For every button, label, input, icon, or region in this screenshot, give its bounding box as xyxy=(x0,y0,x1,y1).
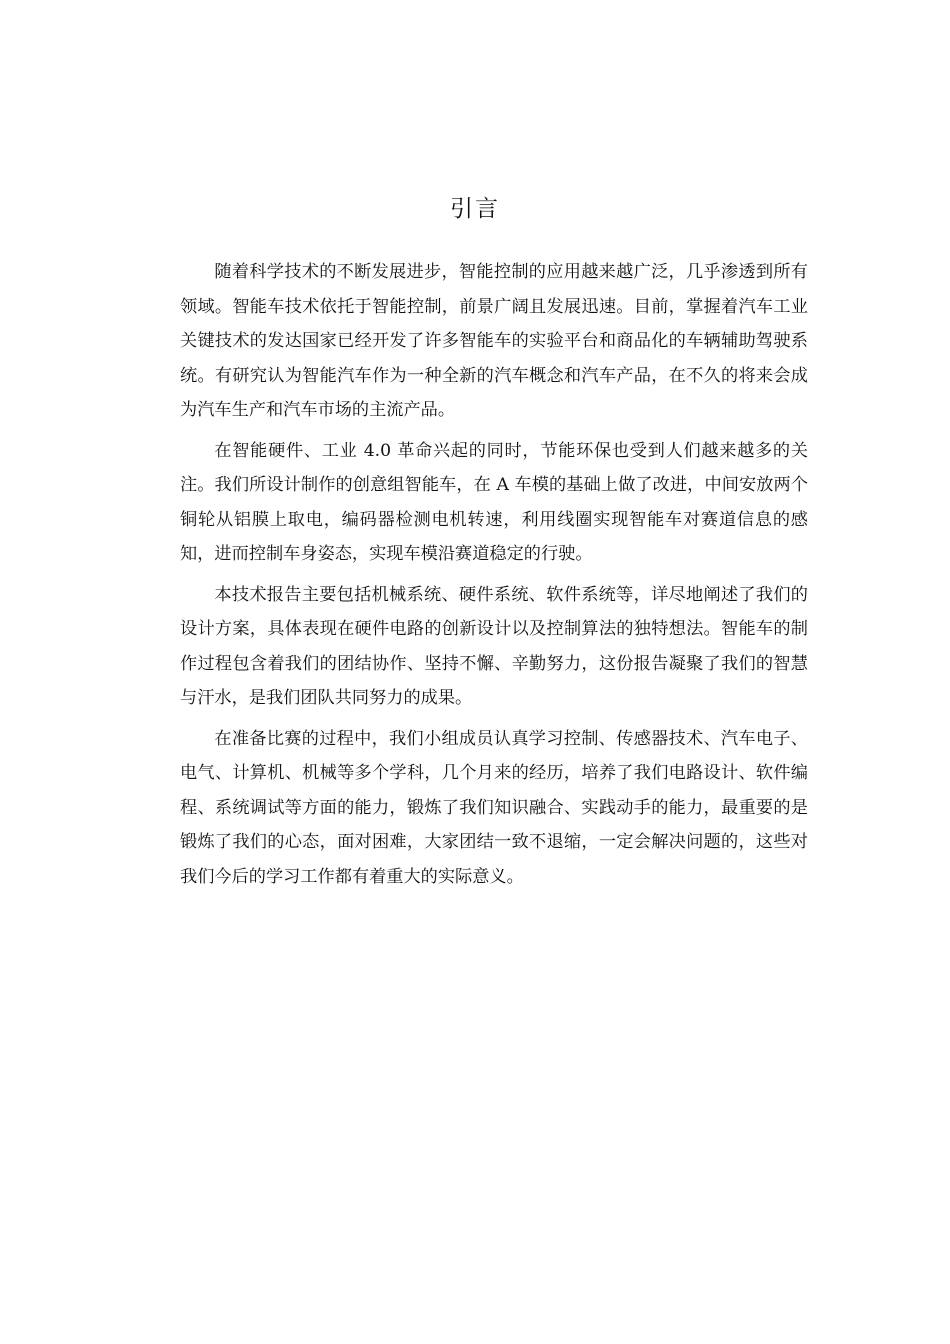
paragraph-4: 在准备比赛的过程中，我们小组成员认真学习控制、传感器技术、汽车电子、电气、计算机、机械等多个学科，几个月来的经历，培养了我们电路设计、软件编程、系统调试等方面的能力，锻炼了我们知识融合、实践动手的能力，最重要的是锻炼了我们的心态，面对困难，大家团结一致不退缩，一定会解决问题的，这些对我们今后的学习工作都有着重大的实际意义。 xyxy=(180,728,808,887)
document-body xyxy=(180,255,808,900)
page-title: 引言 xyxy=(450,196,500,222)
paragraph-1: 随着科学技术的不断发展进步，智能控制的应用越来越广泛，几乎渗透到所有领域。智能车技术依托于智能控制，前景广阔且发展迅速。目前，掌握着汽车工业关键技术的发达国家已经开发了许多智能车的实验平台和商品化的车辆辅助驾驶系统。有研究认为智能汽车作为一种全新的汽车概念和汽车产品，在不久的将来会成为汽车生产和汽车市场的主流产品。 xyxy=(180,262,808,420)
paragraph-2: 在智能硬件、工业 4.0 革命兴起的同时，节能环保也受到人们越来越多的关注。我们所设计制作的创意组智能车，在 A 车模的基础上做了改进，中间安放两个铜轮从铝膜上取电，编码器检测电机转速，利用线圈实现智能车对赛道信息的感知，进而控制车身姿态，实现车模沿赛道稳定的行驶。 xyxy=(180,440,808,564)
paragraph-3: 本技术报告主要包括机械系统、硬件系统、软件系统等，详尽地阐述了我们的设计方案，具体表现在硬件电路的创新设计以及控制算法的独特想法。智能车的制作过程包含着我们的团结协作、坚持不懈、辛勤努力，这份报告凝聚了我们的智慧与汗水，是我们团队共同努力的成果。 xyxy=(180,584,808,708)
